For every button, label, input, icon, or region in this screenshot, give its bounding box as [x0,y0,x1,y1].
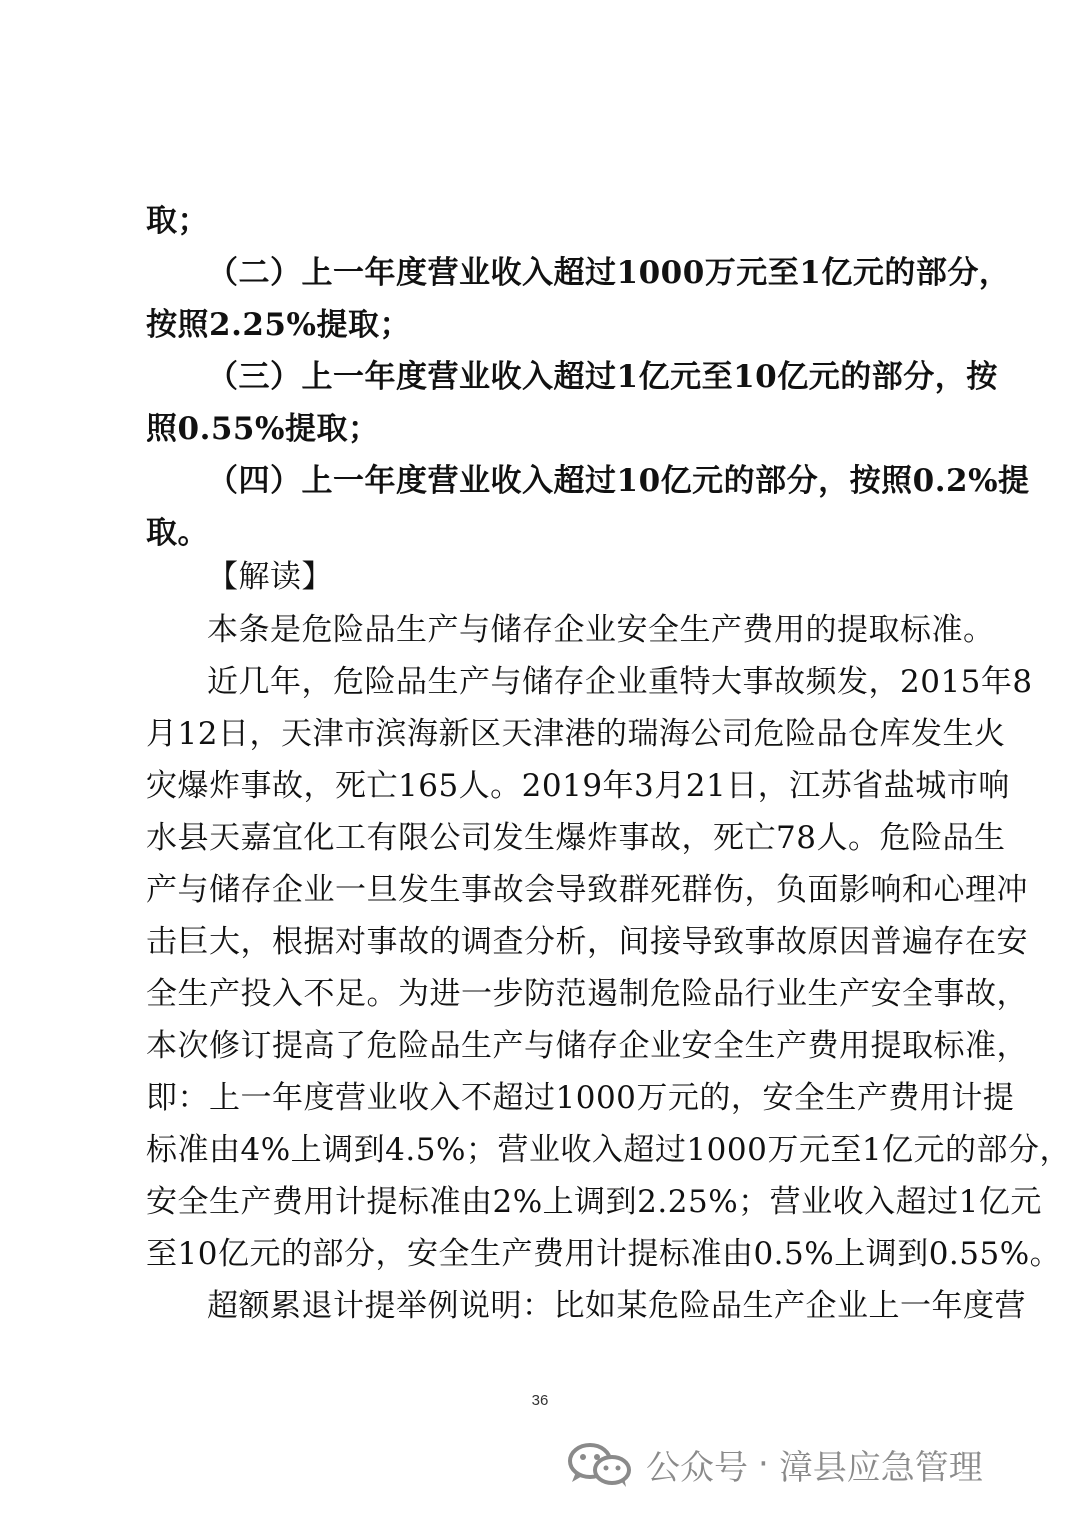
body-line: 全生产投入不足。为进一步防范遏制危险品行业生产安全事故， [146,976,1028,1012]
wechat-watermark [566,1436,983,1492]
clause-3-line-2: 照0.55%提取； [146,411,380,447]
body-line: 水县天嘉宜化工有限公司发生爆炸事故，死亡78人。危险品生 [146,820,1006,856]
watermark-account: 漳县应急管理 [778,1447,983,1488]
body-line: 月12日，天津市滨海新区天津港的瑞海公司危险品仓库发生火 [146,716,1006,752]
watermark-separator: · [758,1444,769,1484]
clause-2-line-1: （二）上一年度营业收入超过1000万元至1亿元的部分， [207,255,1011,291]
body-line: 标准由4%上调到4.5%；营业收入超过1000万元至1亿元的部分， [146,1132,1072,1168]
interpretation-para-1: 本条是危险品生产与储存企业安全生产费用的提取标准。 [207,612,995,648]
body-line: 安全生产费用计提标准由2%上调到2.25%；营业收入超过1亿元 [146,1184,1042,1220]
body-line: 近几年，危险品生产与储存企业重特大事故频发，2015年8 [207,664,1033,700]
paragraph-1-end: 取； [146,203,209,239]
clause-2-line-2: 按照2.25%提取； [146,307,411,343]
interpretation-heading: 【解读】 [207,559,333,595]
wechat-icon [566,1440,632,1488]
body-line: 击巨大，根据对事故的调查分析，间接导致事故原因普遍存在安 [146,924,1028,960]
page-number: 36 [531,1392,549,1409]
body-line: 产与储存企业一旦发生事故会导致群死群伤，负面影响和心理冲 [146,872,1028,908]
clause-4-line-2: 取。 [146,515,209,551]
clause-3-line-1: （三）上一年度营业收入超过1亿元至10亿元的部分，按 [207,359,998,395]
body-line: 灾爆炸事故，死亡165人。2019年3月21日，江苏省盐城市响 [146,768,1010,804]
body-line: 即：上一年度营业收入不超过1000万元的，安全生产费用计提 [146,1080,1015,1116]
body-line: 超额累退计提举例说明：比如某危险品生产企业上一年度营 [207,1288,1026,1324]
body-line: 本次修订提高了危险品生产与储存企业安全生产费用提取标准， [146,1028,1028,1064]
clause-4-line-1: （四）上一年度营业收入超过10亿元的部分，按照0.2%提 [207,463,1030,499]
watermark-label: 公众号 [646,1447,748,1488]
body-line: 至10亿元的部分，安全生产费用计提标准由0.5%上调到0.55%。 [146,1236,1062,1272]
